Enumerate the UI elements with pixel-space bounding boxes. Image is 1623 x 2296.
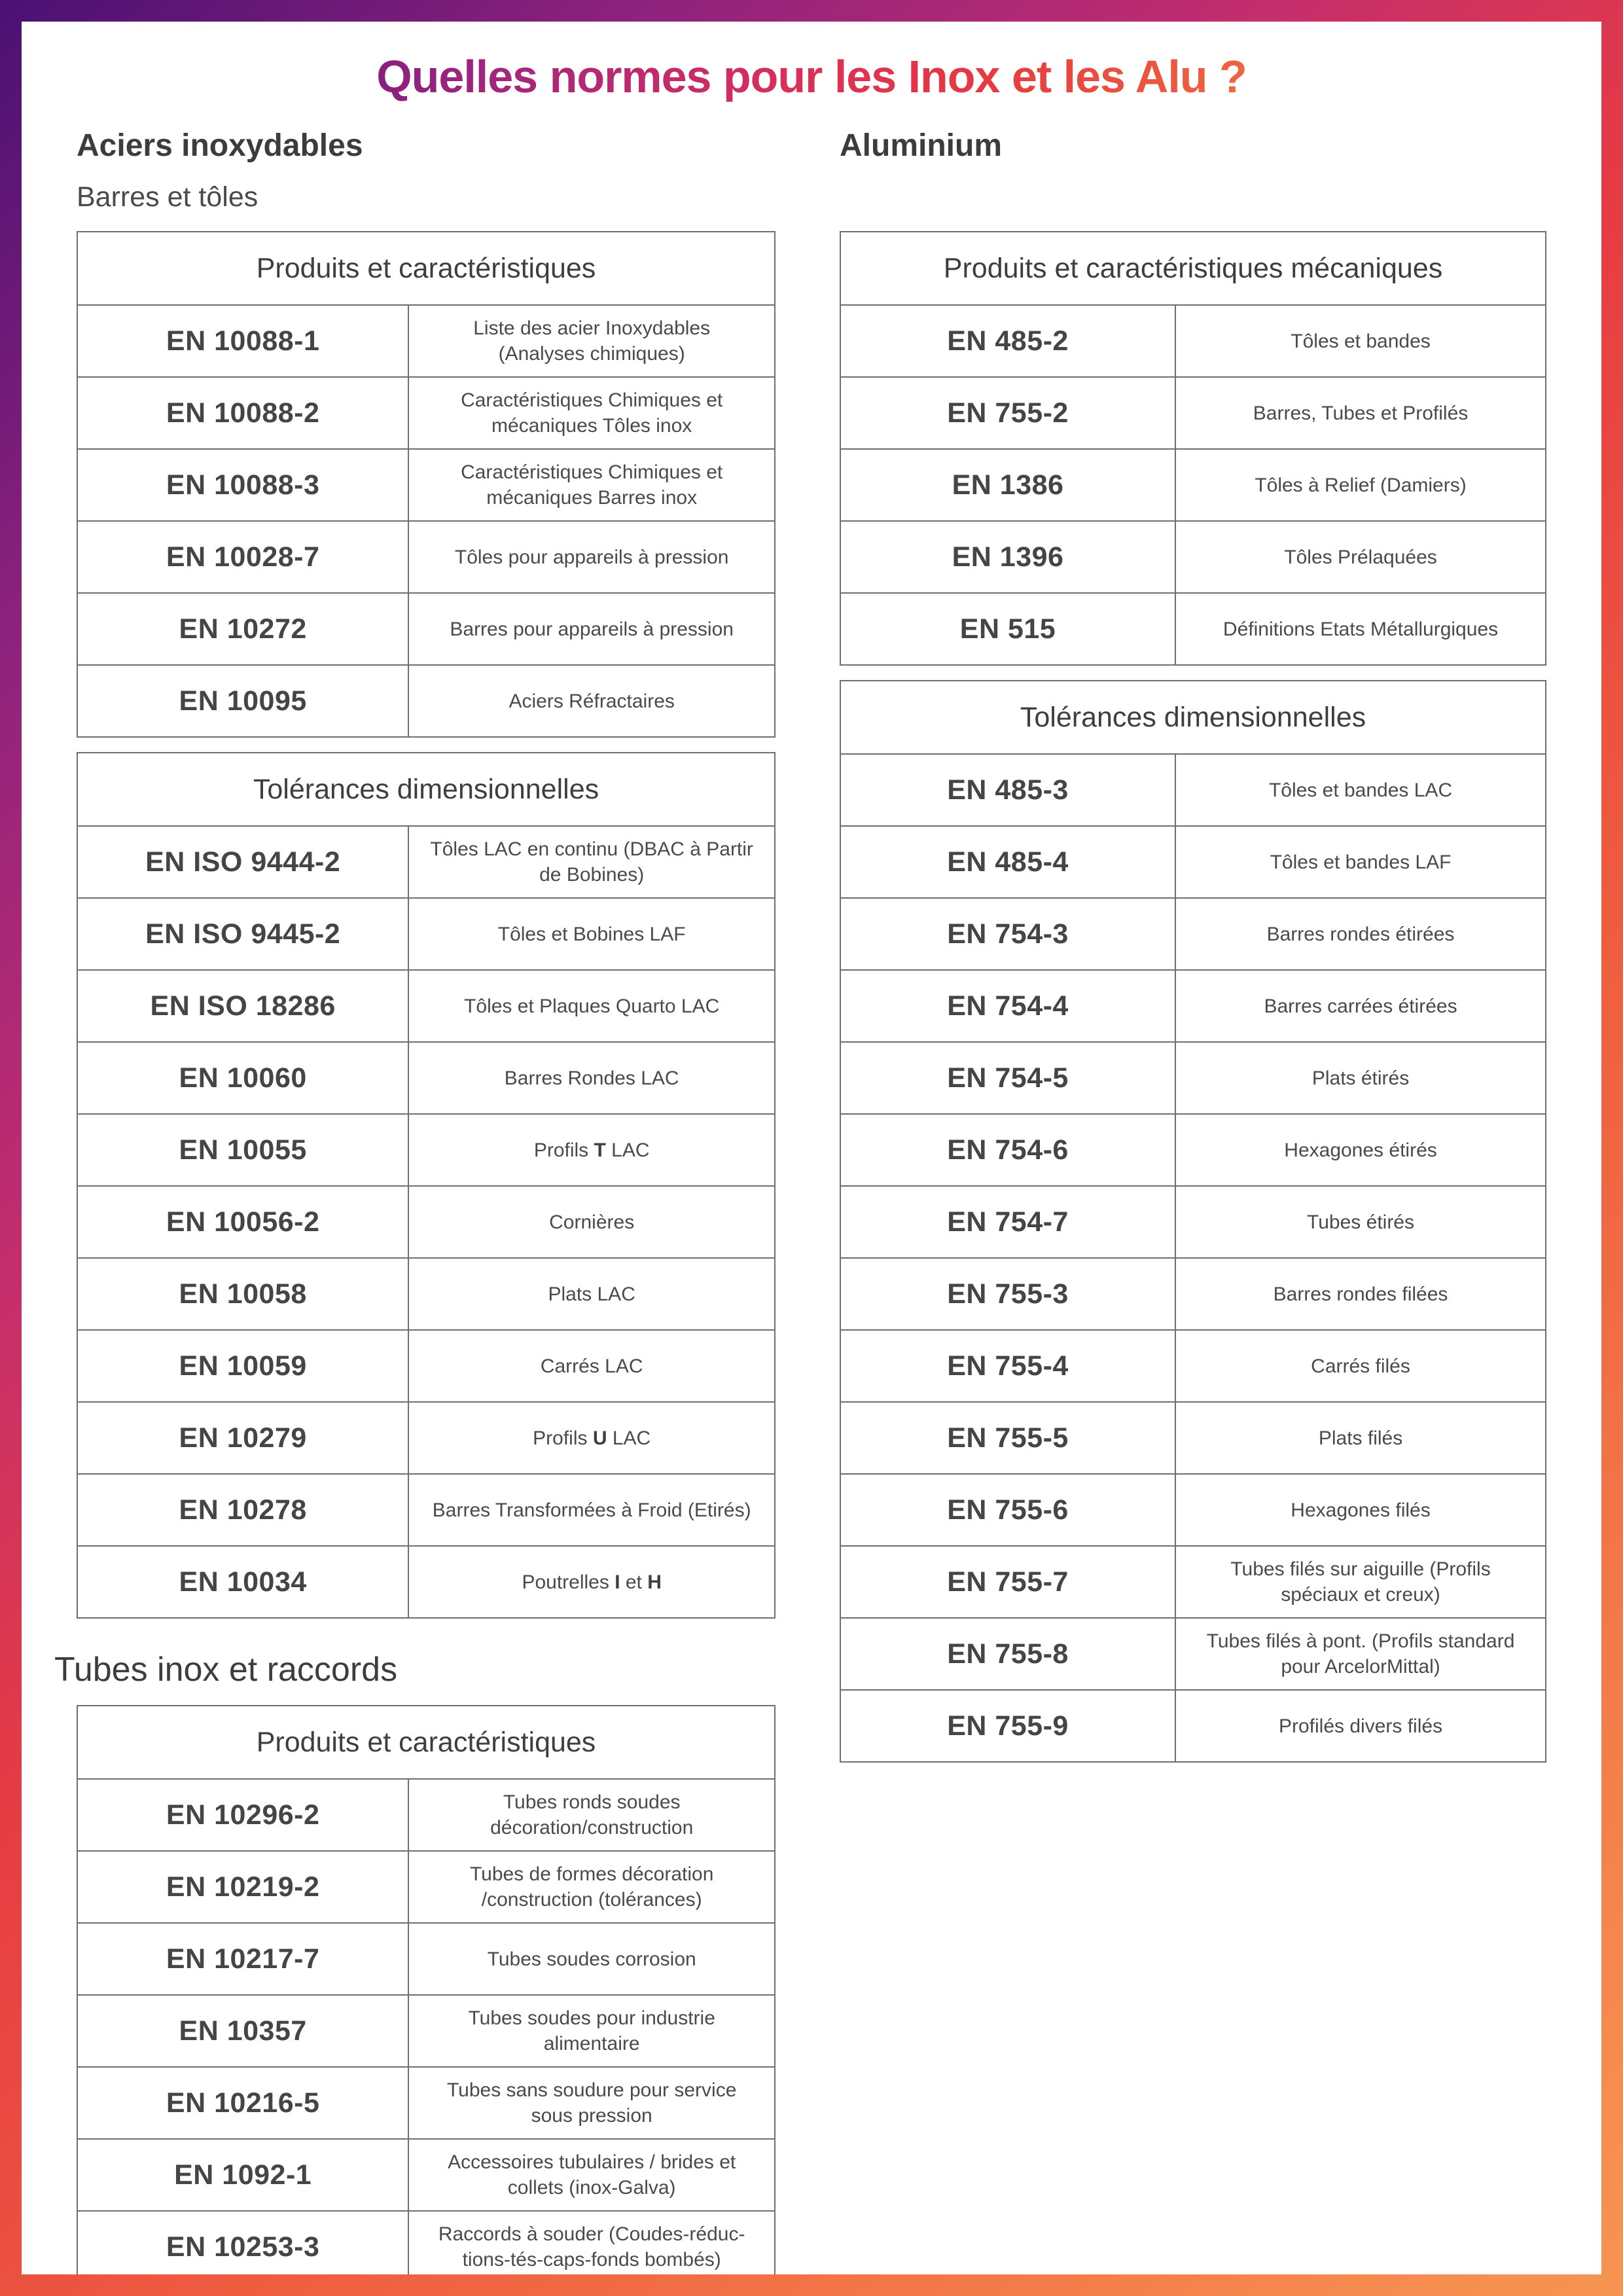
norm-code: EN 10253-3 <box>77 2211 408 2274</box>
norm-code: EN 755-5 <box>840 1402 1175 1474</box>
table-row <box>840 898 1546 970</box>
norm-code: EN 10059 <box>77 1330 408 1402</box>
norm-desc: Tôles et Plaques Quarto LAC <box>408 970 775 1042</box>
norm-desc: Hexagones filés <box>1175 1474 1546 1546</box>
table-row <box>840 1114 1546 1186</box>
norm-desc: Tubes sans soudure pour service sous pression <box>408 2067 775 2139</box>
norm-desc: Tubes ronds soudes décoration/construction <box>408 1779 775 1851</box>
norm-code: EN 755-3 <box>840 1258 1175 1330</box>
norm-code: EN 10296-2 <box>77 1779 408 1851</box>
norm-desc: Carrés filés <box>1175 1330 1546 1402</box>
table-row <box>840 826 1546 898</box>
alu-tolerances-table <box>840 680 1546 1763</box>
norm-code: EN 10058 <box>77 1258 408 1330</box>
table-header-row <box>840 232 1546 305</box>
table-row <box>77 1402 775 1474</box>
table-row <box>77 826 775 898</box>
norm-code: EN 754-5 <box>840 1042 1175 1114</box>
right-column-spacer <box>840 177 1546 231</box>
table-row <box>77 2211 775 2274</box>
table-row <box>840 754 1546 826</box>
norm-code: EN 10060 <box>77 1042 408 1114</box>
norm-code: EN 755-9 <box>840 1690 1175 1762</box>
norm-desc: Tôles pour appareils à pression <box>408 521 775 593</box>
norm-desc: Barres rondes étirées <box>1175 898 1546 970</box>
table-row <box>840 1618 1546 1690</box>
table-row <box>77 1330 775 1402</box>
norm-desc: Profils U LAC <box>408 1402 775 1474</box>
norm-desc: Tubes filés à pont. (Profils standard pour ArcelorMittal) <box>1175 1618 1546 1690</box>
table-row <box>840 1042 1546 1114</box>
norm-code: EN 755-8 <box>840 1618 1175 1690</box>
tubes-section-heading: Tubes inox et raccords <box>54 1651 398 1689</box>
norm-code: EN ISO 9444-2 <box>77 826 408 898</box>
table-row <box>77 2067 775 2139</box>
inox-products-table <box>77 231 776 738</box>
norm-code: EN 10216-5 <box>77 2067 408 2139</box>
table-row <box>840 1186 1546 1258</box>
table-row <box>840 449 1546 521</box>
table-row <box>77 970 775 1042</box>
norm-code: EN 754-3 <box>840 898 1175 970</box>
norm-code: EN 10034 <box>77 1546 408 1618</box>
norm-desc: Accessoires tubulaires / brides et collets (inox-Galva) <box>408 2139 775 2211</box>
table-header: Produits et caractéristiques <box>77 232 775 305</box>
table-row <box>840 521 1546 593</box>
table-row <box>77 1923 775 1995</box>
norm-desc: Caractéristiques Chimiques et mécaniques Tôles inox <box>408 377 775 449</box>
left-column-heading: Aciers inoxydables <box>77 128 363 163</box>
table-row <box>77 898 775 970</box>
table-body <box>77 305 775 737</box>
norm-code: EN 515 <box>840 593 1175 665</box>
norm-code: EN ISO 9445-2 <box>77 898 408 970</box>
table-row <box>77 1474 775 1546</box>
table-row <box>77 1258 775 1330</box>
norm-code: EN 10272 <box>77 593 408 665</box>
norm-code: EN 755-6 <box>840 1474 1175 1546</box>
table-row <box>77 1546 775 1618</box>
table-row <box>77 2139 775 2211</box>
norm-code: EN 754-7 <box>840 1186 1175 1258</box>
table-row <box>77 593 775 665</box>
norm-desc: Hexagones étirés <box>1175 1114 1546 1186</box>
norm-code: EN 10219-2 <box>77 1851 408 1923</box>
norm-code: EN 1396 <box>840 521 1175 593</box>
page <box>22 22 1601 2274</box>
table-header-row <box>77 232 775 305</box>
table-header-row <box>77 753 775 826</box>
table-row <box>77 1186 775 1258</box>
norm-desc: Tôles et bandes LAC <box>1175 754 1546 826</box>
norm-desc: Profils T LAC <box>408 1114 775 1186</box>
norm-desc: Barres carrées étirées <box>1175 970 1546 1042</box>
norm-code: EN 10357 <box>77 1995 408 2067</box>
norm-desc: Tubes étirés <box>1175 1186 1546 1258</box>
norm-code: EN ISO 18286 <box>77 970 408 1042</box>
norm-desc: Barres Rondes LAC <box>408 1042 775 1114</box>
right-column-heading: Aluminium <box>840 128 1002 163</box>
table-row <box>840 1258 1546 1330</box>
table-row <box>840 1474 1546 1546</box>
table-row <box>840 1546 1546 1618</box>
columns <box>54 125 1546 2274</box>
norm-code: EN 10088-2 <box>77 377 408 449</box>
right-column <box>840 125 1546 1763</box>
norm-code: EN 10095 <box>77 665 408 737</box>
alu-products-table <box>840 231 1546 666</box>
norm-desc: Tôles et bandes <box>1175 305 1546 377</box>
norm-desc: Poutrelles I et H <box>408 1546 775 1618</box>
norm-desc: Profilés divers filés <box>1175 1690 1546 1762</box>
table-row <box>840 1690 1546 1762</box>
table-row <box>77 1995 775 2067</box>
table-row <box>77 1779 775 1851</box>
norm-desc: Tôles à Relief (Damiers) <box>1175 449 1546 521</box>
norm-code: EN 10055 <box>77 1114 408 1186</box>
table-row <box>840 377 1546 449</box>
norm-desc: Aciers Réfractaires <box>408 665 775 737</box>
norm-desc: Raccords à souder (Coudes-réduc-tions-tés-caps-fonds bombés) <box>408 2211 775 2274</box>
norm-code: EN 485-2 <box>840 305 1175 377</box>
norm-code: EN 485-4 <box>840 826 1175 898</box>
table-header: Produits et caractéristiques mécaniques <box>840 232 1546 305</box>
table-row <box>77 377 775 449</box>
table-row <box>840 305 1546 377</box>
norm-code: EN 10279 <box>77 1402 408 1474</box>
norm-desc: Tôles LAC en continu (DBAC à Partir de Bobines) <box>408 826 775 898</box>
table-header: Tolérances dimensionnelles <box>840 681 1546 754</box>
table-row <box>840 1402 1546 1474</box>
norm-code: EN 10088-1 <box>77 305 408 377</box>
norm-code: EN 1386 <box>840 449 1175 521</box>
norm-code: EN 755-7 <box>840 1546 1175 1618</box>
table-header-row <box>77 1706 775 1779</box>
norm-desc: Tubes soudes corrosion <box>408 1923 775 1995</box>
norm-desc: Barres rondes filées <box>1175 1258 1546 1330</box>
table-body <box>77 826 775 1618</box>
norm-desc: Tôles Prélaquées <box>1175 521 1546 593</box>
norm-desc: Barres pour appareils à pression <box>408 593 775 665</box>
norm-code: EN 755-2 <box>840 377 1175 449</box>
norm-code: EN 10088-3 <box>77 449 408 521</box>
table-row <box>77 1042 775 1114</box>
norm-desc: Tubes filés sur aiguille (Profils spéciaux et creux) <box>1175 1546 1546 1618</box>
norm-code: EN 755-4 <box>840 1330 1175 1402</box>
norm-code: EN 754-6 <box>840 1114 1175 1186</box>
norm-code: EN 1092-1 <box>77 2139 408 2211</box>
norm-desc: Liste des acier Inoxydables (Analyses chimiques) <box>408 305 775 377</box>
table-header: Tolérances dimensionnelles <box>77 753 775 826</box>
page-title: Quelles normes pour les Inox et les Alu ? <box>77 50 1546 103</box>
norm-code: EN 10217-7 <box>77 1923 408 1995</box>
table-body <box>840 754 1546 1762</box>
norm-desc: Barres, Tubes et Profilés <box>1175 377 1546 449</box>
table-body <box>77 1779 775 2274</box>
norm-code: EN 10278 <box>77 1474 408 1546</box>
norm-desc: Carrés LAC <box>408 1330 775 1402</box>
table-row <box>77 1114 775 1186</box>
norm-code: EN 10056-2 <box>77 1186 408 1258</box>
left-column-subheading: Barres et tôles <box>77 181 259 213</box>
norm-desc: Cornières <box>408 1186 775 1258</box>
tubes-products-table <box>77 1705 776 2274</box>
norm-desc: Tubes de formes décoration /construction (tolérances) <box>408 1851 775 1923</box>
norm-desc: Tubes soudes pour industrie alimentaire <box>408 1995 775 2067</box>
norm-desc: Plats étirés <box>1175 1042 1546 1114</box>
table-row <box>77 665 775 737</box>
inox-tolerances-table <box>77 752 776 1619</box>
norm-desc: Caractéristiques Chimiques et mécaniques Barres inox <box>408 449 775 521</box>
norm-desc: Barres Transformées à Froid (Etirés) <box>408 1474 775 1546</box>
table-row <box>840 593 1546 665</box>
table-header: Produits et caractéristiques <box>77 1706 775 1779</box>
norm-desc: Définitions Etats Métallurgiques <box>1175 593 1546 665</box>
table-header-row <box>840 681 1546 754</box>
table-row <box>77 521 775 593</box>
norm-desc: Plats filés <box>1175 1402 1546 1474</box>
table-row <box>77 305 775 377</box>
norm-desc: Tôles et bandes LAF <box>1175 826 1546 898</box>
norm-desc: Tôles et Bobines LAF <box>408 898 775 970</box>
table-row <box>77 449 775 521</box>
norm-code: EN 485-3 <box>840 754 1175 826</box>
table-row <box>840 1330 1546 1402</box>
norm-desc: Plats LAC <box>408 1258 775 1330</box>
norm-code: EN 10028-7 <box>77 521 408 593</box>
norm-code: EN 754-4 <box>840 970 1175 1042</box>
table-row <box>77 1851 775 1923</box>
table-body <box>840 305 1546 665</box>
left-column <box>54 125 776 2274</box>
table-row <box>840 970 1546 1042</box>
